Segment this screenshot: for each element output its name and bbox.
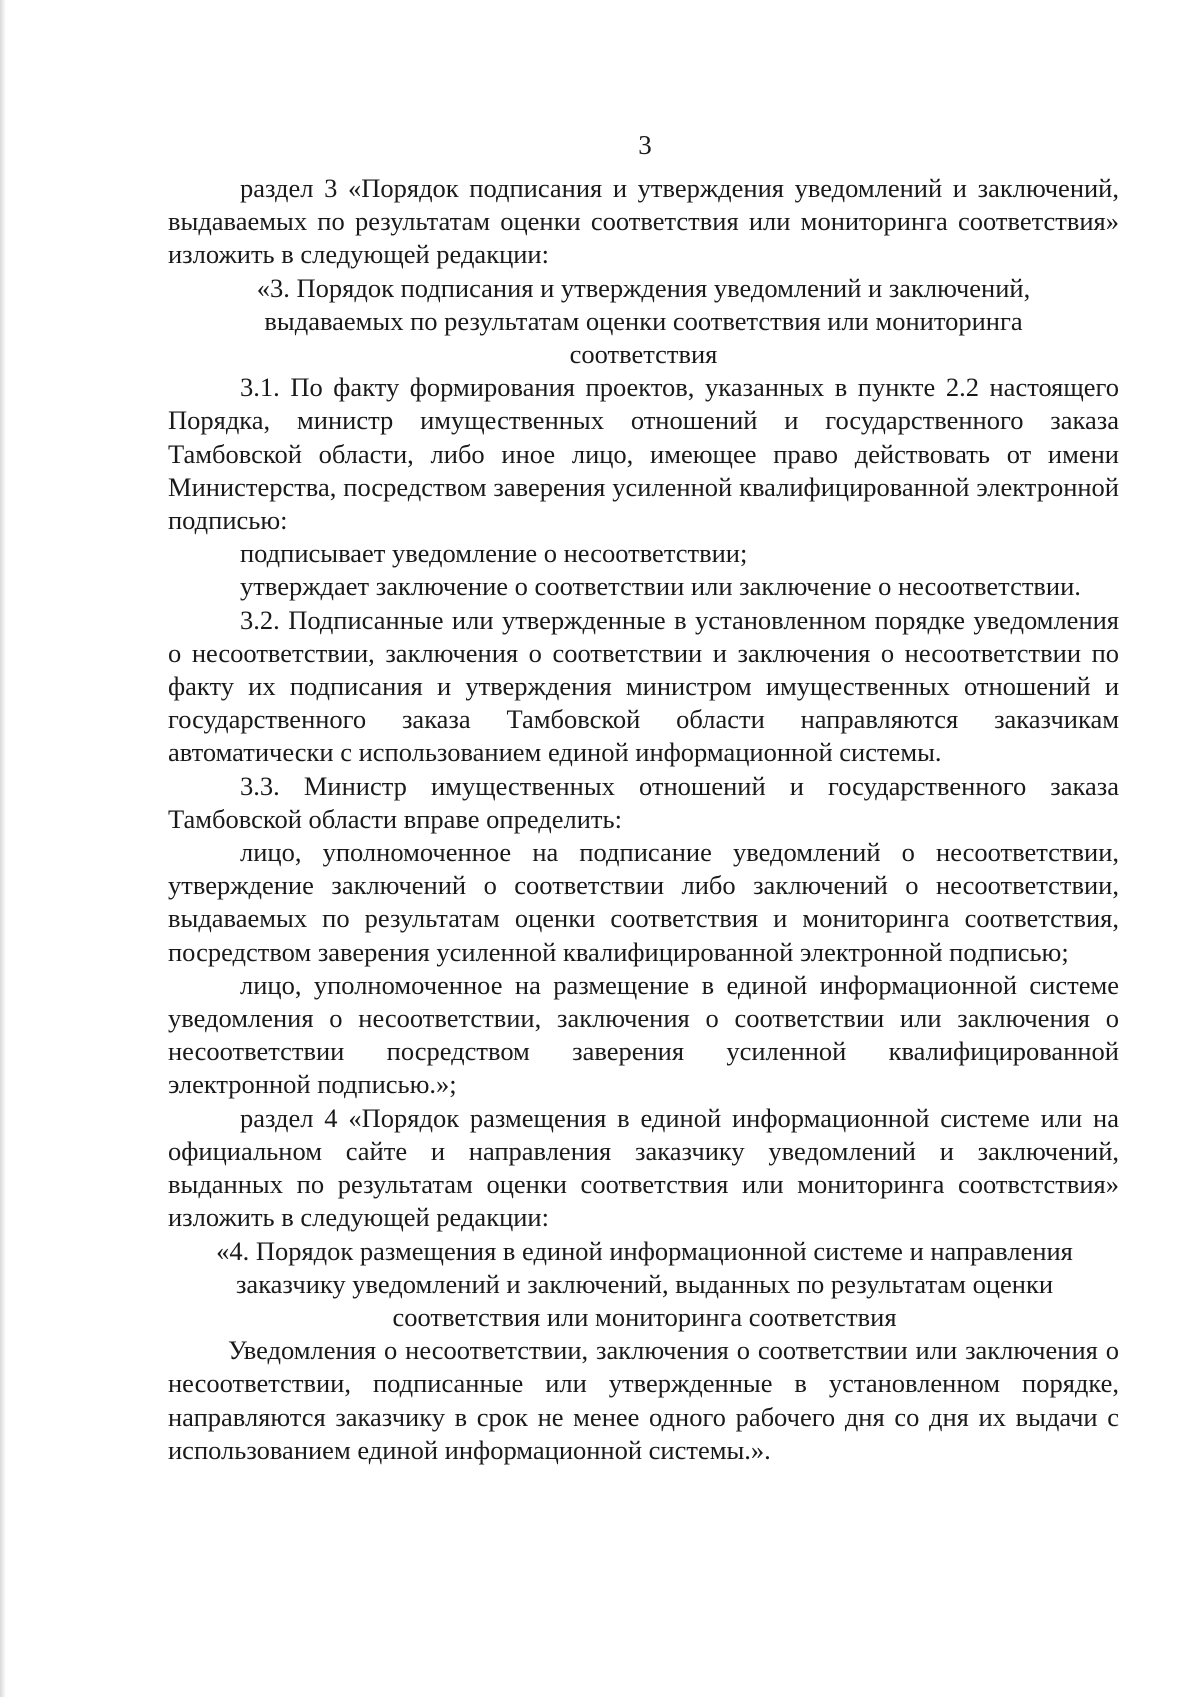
scan-edge [0, 0, 6, 1697]
paragraph-3-3: 3.3. Министр имущественных отношений и государственного заказа Тамбовской области вправе определить: [168, 770, 1119, 834]
paragraph-3-1-item-2: утверждает заключение о соответствии или заключение о несоответствии. [240, 571, 1081, 602]
paragraph-section-3-amendment: раздел 3 «Порядок подписания и утверждения уведомлений и заключений, выдаваемых по результатам оценки соответствия или мониторинга соответствия» изложить в следующей редакции: [168, 173, 1119, 270]
page-number: 3 [638, 130, 652, 160]
paragraph-3-3-item-2: лицо, уполномоченное на размещение в единой информационной системе уведомления о несоответствии, заключения о соответствии или заключения о несоответствии посредством заверения усиленной квалифицированной электронной подписью.»; [168, 969, 1119, 1100]
heading-section-4: «4. Порядок размещения в единой информационной системе и направления заказчику уведомлений и заключений, выданных по результатам оценки соответствия или мониторинга соответствия [216, 1235, 1073, 1332]
paragraph-3-1: 3.1. По факту формирования проектов, указанных в пункте 2.2 настоящего Порядка, министр имущественных отношений и государственного заказа Тамбовской области, либо иное лицо, имеющее право действовать от имени Министерства, посредством заверения усиленной квалифицированной электронной подписью: [168, 372, 1119, 536]
paragraph-3-1-item-1: подписывает уведомление о несоответствии; [240, 538, 748, 569]
paragraph-section-4-amendment: раздел 4 «Порядок размещения в единой информационной системе или на официальном сайте и направления заказчику уведомлений и заключений, выданных по результатам оценки соответствия или мониторинга соотвстствия» изложить в следующей редакции: [168, 1102, 1119, 1233]
paragraph-3-2: 3.2. Подписанные или утвержденные в установленном порядке уведомления о несоответствии, заключения о соответствии и заключения о несоответствии по факту их подписания и утверждения министром имущественных отношений и государственного заказа Тамбовской области направляются заказчикам автоматически с использованием единой информационной системы. [168, 604, 1119, 768]
document-body [168, 172, 1119, 1467]
paragraph-4-body: Уведомления о несоответствии, заключения о соответствии или заключения о несоответствии, подписанные или утвержденные в установленном порядке, направляются заказчику в срок не менее одного рабочего дня со дня их выдачи с использованием единой информационной системы.». [168, 1335, 1119, 1465]
paragraph-3-3-item-1: лицо, уполномоченное на подписание уведомлений о несоответствии, утверждение заключений о соответствии либо заключений о несоответствии, выдаваемых по результатам оценки соответствия и мониторинга соответствия, посредством заверения усиленной квалифицированной электронной подписью; [168, 837, 1119, 967]
heading-section-3: «3. Порядок подписания и утверждения уведомлений и заключений, выдаваемых по результатам оценки соответствия или мониторинга соответствия [256, 272, 1031, 370]
